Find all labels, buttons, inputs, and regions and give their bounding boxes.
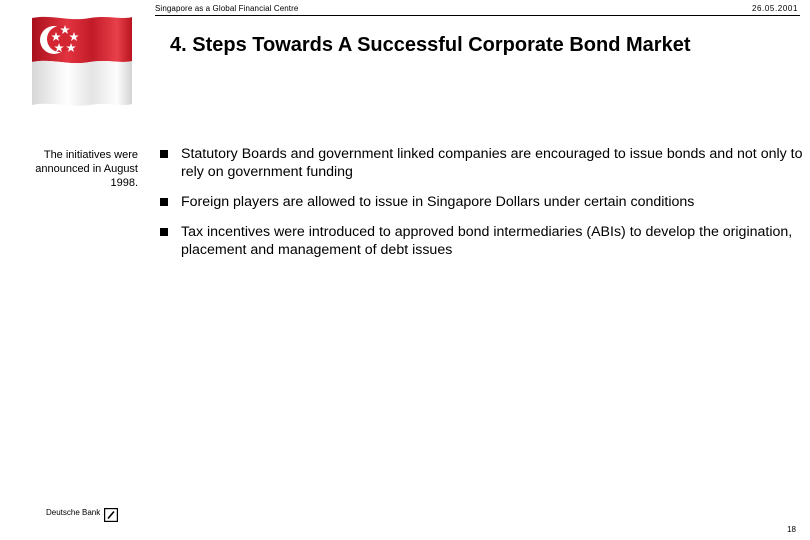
page-number: 18 [787,525,796,534]
bullet-text: Foreign players are allowed to issue in Singapore Dollars under certain conditions [181,194,695,210]
side-note: The initiatives were announced in August 1998. [35,149,138,189]
header-date: 26.05.2001 [751,4,798,13]
square-bullet-icon [160,228,168,236]
bullet-list [160,145,805,271]
bullet-item [160,223,805,259]
bullet-text: Statutory Boards and government linked companies are encouraged to issue bonds and not only to rely on government funding [181,146,803,180]
singapore-flag-icon [30,14,134,108]
bullet-text: Tax incentives were introduced to approved bond intermediaries (ABIs) to develop the origination, placement and management of debt issues [181,224,793,258]
deutsche-bank-logo-icon [104,508,118,522]
footer-brand: Deutsche Bank [46,508,101,517]
square-bullet-icon [160,150,168,158]
square-bullet-icon [160,198,168,206]
header-title: Singapore as a Global Financial Centre [155,4,299,13]
header-divider [155,15,800,16]
bullet-item [160,193,805,211]
bullet-item [160,145,805,181]
page-title: 4. Steps Towards A Successful Corporate Bond Market [170,34,691,56]
